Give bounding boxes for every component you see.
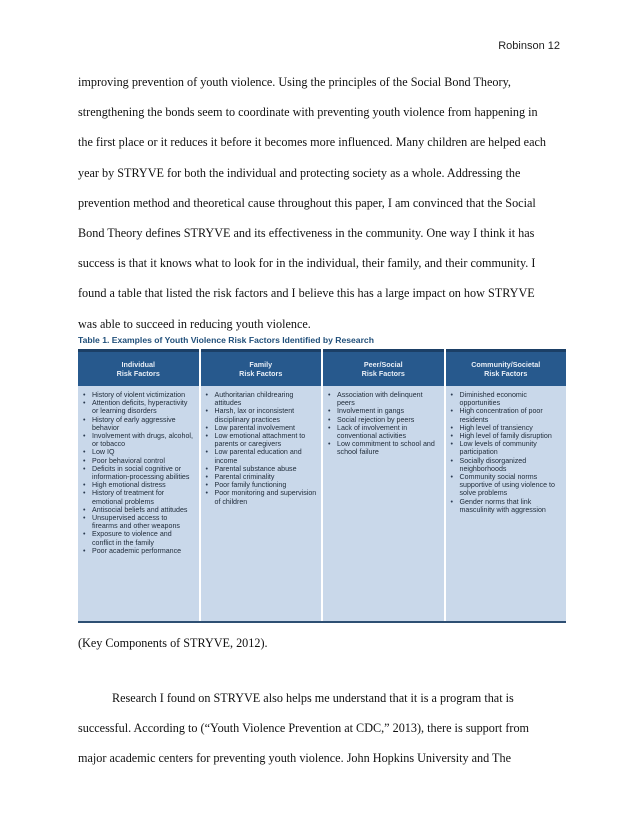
risk-factor-item: • High level of family disruption: [450, 432, 563, 440]
column-heading-line: Risk Factors: [116, 369, 160, 378]
risk-factor-item: • Poor behavioral control: [82, 457, 195, 465]
table-column-community-societal: [444, 349, 567, 621]
text-line: prevention method and theoretical cause throughout this paper, I am convinced that the Social: [78, 195, 536, 210]
table-column-peer-social: [321, 349, 444, 621]
risk-factor-item: • Involvement in gangs: [327, 407, 440, 415]
risk-factor-item: • Unsupervised access to firearms and other weapons: [82, 514, 195, 530]
risk-factor-item: • Low levels of community participation: [450, 440, 563, 456]
risk-factor-item: • High emotional distress: [82, 481, 195, 489]
text-line: Research I found on STRYVE also helps me understand that it is a program that is: [112, 691, 514, 705]
running-head: Robinson 12: [498, 40, 560, 52]
risk-factors-table-figure: [78, 333, 566, 625]
risk-factor-item: • History of violent victimization: [82, 391, 195, 399]
body-paragraph-1: [78, 67, 558, 339]
text-line: year by STRYVE for both the individual and protecting society as a whole. Addressing the: [78, 165, 521, 180]
risk-factor-item: • History of early aggressive behavior: [82, 416, 195, 432]
table-column-individual: [78, 349, 199, 621]
text-line: was able to succeed in reducing youth violence.: [78, 316, 311, 331]
column-heading-line: Family: [249, 360, 273, 369]
risk-factor-list: [205, 391, 318, 506]
risk-factor-list: [450, 391, 563, 514]
risk-factor-item: • Poor monitoring and supervision of children: [205, 489, 318, 505]
risk-factor-item: • Involvement with drugs, alcohol, or tobacco: [82, 432, 195, 448]
column-heading-line: Community/Societal: [471, 360, 541, 369]
column-heading: [201, 349, 322, 386]
risk-factor-item: • High concentration of poor residents: [450, 407, 563, 423]
risk-factor-list: [327, 391, 440, 457]
risk-factor-item: • Antisocial beliefs and attitudes: [82, 506, 195, 514]
body-paragraph-2: [78, 683, 558, 774]
text-line: major academic centers for preventing youth violence. John Hopkins University and The: [78, 751, 511, 766]
risk-factors-table: [78, 349, 566, 623]
text-line: Bond Theory defines STRYVE and its effectiveness in the community. One way I think it has: [78, 226, 535, 241]
risk-factor-item: • Exposure to violence and conflict in the family: [82, 530, 195, 546]
text-line: strengthening the bonds seem to coordinate with preventing youth violence from happening in: [78, 105, 538, 120]
risk-factor-item: • Community social norms supportive of using violence to solve problems: [450, 473, 563, 498]
risk-factor-item: • Low emotional attachment to parents or caregivers: [205, 432, 318, 448]
column-body: [323, 386, 444, 621]
risk-factor-item: • Deficits in social cognitive or information-processing abilities: [82, 465, 195, 481]
risk-factor-item: • Attention deficits, hyperactivity or learning disorders: [82, 399, 195, 415]
risk-factor-item: • Poor academic performance: [82, 547, 195, 555]
risk-factor-item: • Authoritarian childrearing attitudes: [205, 391, 318, 407]
text-line: the first place or it reduces it before it becomes more influenced. Many children are helped each: [78, 135, 546, 150]
risk-factor-item: • Socially disorganized neighborhoods: [450, 457, 563, 473]
risk-factor-item: • Parental criminality: [205, 473, 318, 481]
risk-factor-item: • Low parental involvement: [205, 424, 318, 432]
figure-caption: (Key Components of STRYVE, 2012).: [78, 636, 268, 650]
column-heading-line: Risk Factors: [239, 369, 283, 378]
column-heading-line: Peer/Social: [363, 360, 403, 369]
column-heading-line: Risk Factors: [484, 369, 528, 378]
risk-factor-item: • History of treatment for emotional problems: [82, 489, 195, 505]
risk-factor-item: • Low IQ: [82, 448, 195, 456]
text-line: success is that it knows what to look for in the individual, their family, and their community. I: [78, 256, 536, 271]
risk-factor-item: • Poor family functioning: [205, 481, 318, 489]
risk-factor-item: • Harsh, lax or inconsistent disciplinary practices: [205, 407, 318, 423]
column-body: [78, 386, 199, 621]
risk-factor-item: • Social rejection by peers: [327, 416, 440, 424]
risk-factor-item: • Lack of involvement in conventional activities: [327, 424, 440, 440]
text-line: improving prevention of youth violence. Using the principles of the Social Bond Theory,: [78, 75, 511, 89]
text-line: successful. According to (“Youth Violence Prevention at CDC,” 2013), there is support from: [78, 721, 530, 736]
column-heading-line: Risk Factors: [361, 369, 405, 378]
text-line: found a table that listed the risk factors and I believe this has a large impact on how STRYVE: [78, 286, 535, 301]
risk-factor-item: • Association with delinquent peers: [327, 391, 440, 407]
column-heading: [323, 349, 444, 386]
column-heading-line: Individual: [121, 360, 156, 369]
risk-factor-item: • High level of transiency: [450, 424, 563, 432]
column-body: [201, 386, 322, 621]
risk-factor-item: • Low commitment to school and school failure: [327, 440, 440, 456]
risk-factor-item: • Diminished economic opportunities: [450, 391, 563, 407]
table-title: Table 1. Examples of Youth Violence Risk Factors Identified by Research: [78, 335, 374, 345]
table-column-family: [199, 349, 322, 621]
column-body: [446, 386, 567, 621]
risk-factor-item: • Gender norms that link masculinity with aggression: [450, 498, 563, 514]
column-heading: [78, 349, 199, 386]
risk-factor-list: [82, 391, 195, 555]
risk-factor-item: • Parental substance abuse: [205, 465, 318, 473]
risk-factor-item: • Low parental education and income: [205, 448, 318, 464]
column-heading: [446, 349, 567, 386]
